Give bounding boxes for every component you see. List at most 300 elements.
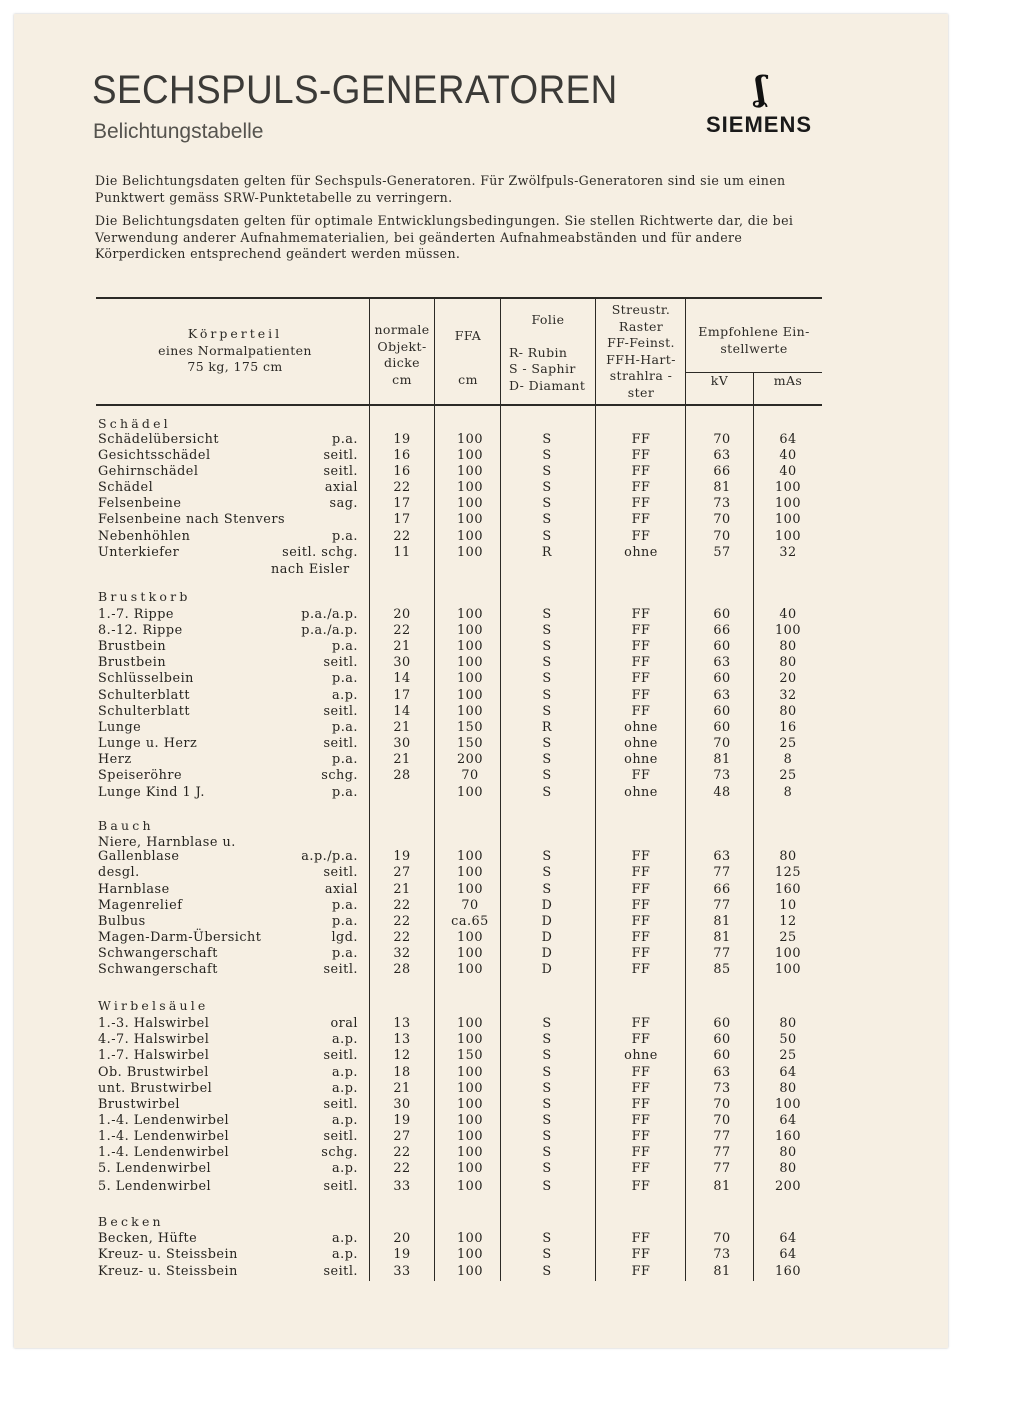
cell-kv: 66 [713, 882, 731, 897]
cell-proj: p.a./a.p. [301, 607, 358, 622]
cell-raster: FF [631, 1161, 651, 1176]
table-row [0, 849, 1024, 865]
cell-dicke: 13 [393, 1016, 411, 1031]
cell-folie: S [542, 671, 552, 686]
cell-proj: p.a. [332, 752, 358, 767]
cell-name: Schulterblatt [98, 704, 191, 719]
cell-folie: S [542, 688, 552, 703]
cell-folie: S [542, 496, 552, 511]
cell-dicke: 33 [393, 1264, 411, 1279]
table-row [0, 914, 1024, 930]
table-row [0, 688, 1024, 704]
cell-folie: S [542, 655, 552, 670]
cell-proj: seitl. [323, 1179, 358, 1194]
cell-mas: 16 [779, 720, 797, 735]
cell-name: Schädel [98, 480, 154, 495]
cell-raster: ohne [624, 545, 658, 560]
cell-ffa: 100 [457, 529, 483, 544]
table-row [0, 545, 1024, 561]
cell-mas: 12 [779, 914, 797, 929]
cell-folie: S [542, 512, 552, 527]
cell-folie: S [542, 1032, 552, 1047]
cell-mas: 80 [779, 1081, 797, 1096]
cell-mas: 100 [775, 529, 801, 544]
header-kv: kV [710, 373, 729, 388]
cell-ffa: 100 [457, 1145, 483, 1160]
cell-mas: 25 [779, 1048, 797, 1063]
cell-dicke: 21 [393, 882, 411, 897]
cell-proj: a.p. [332, 1247, 358, 1262]
cell-proj: a.p. [332, 1161, 358, 1176]
cell-dicke: 22 [393, 1145, 411, 1160]
table-row [0, 639, 1024, 655]
cell-name: Schädelübersicht [98, 432, 219, 447]
table-row [0, 704, 1024, 720]
cell-kv: 57 [713, 545, 731, 560]
cell-raster: FF [631, 607, 651, 622]
cell-dicke: 14 [393, 671, 411, 686]
cell-ffa: 100 [457, 962, 483, 977]
table-row [0, 946, 1024, 962]
cell-dicke: 12 [393, 1048, 411, 1063]
cell-dicke: 32 [393, 946, 411, 961]
cell-ffa: 100 [457, 1264, 483, 1279]
cell-proj: seitl. [323, 1048, 358, 1063]
cell-mas: 8 [783, 785, 793, 800]
cell-ffa: 100 [457, 1113, 483, 1128]
cell-mas: 25 [779, 736, 797, 751]
cell-name: Schwangerschaft [98, 962, 218, 977]
cell-ffa: 100 [457, 432, 483, 447]
table-row [0, 736, 1024, 752]
cell-folie: S [542, 1016, 552, 1031]
table-row [0, 1097, 1024, 1113]
cell-ffa: 100 [457, 849, 483, 864]
section-title: Becken [98, 1214, 164, 1229]
cell-mas: 80 [779, 1161, 797, 1176]
cell-ffa: 100 [457, 671, 483, 686]
cell-raster: FF [631, 1264, 651, 1279]
cell-mas: 50 [779, 1032, 797, 1047]
cell-raster: FF [631, 1247, 651, 1262]
table-row [0, 432, 1024, 448]
cell-kv: 66 [713, 623, 731, 638]
table-row [0, 898, 1024, 914]
cell-dicke: 21 [393, 1081, 411, 1096]
section-title: Brustkorb [98, 589, 191, 604]
table-row [0, 865, 1024, 881]
cell-name: Kreuz- u. Steissbein [98, 1247, 238, 1262]
cell-proj: a.p. [332, 1231, 358, 1246]
cell-name: Schwangerschaft [98, 946, 218, 961]
cell-proj: a.p./p.a. [301, 849, 358, 864]
cell-ffa: 100 [457, 1179, 483, 1194]
cell-name: 1.-4. Lendenwirbel [98, 1145, 230, 1160]
cell-folie: S [542, 464, 552, 479]
table-row [0, 512, 1024, 528]
cell-kv: 60 [713, 671, 731, 686]
cell-raster: FF [631, 882, 651, 897]
cell-raster: FF [631, 1113, 651, 1128]
cell-raster: FF [631, 768, 651, 783]
cell-ffa: 100 [457, 785, 483, 800]
cell-kv: 60 [713, 639, 731, 654]
header-empfohlen: Empfohlene Ein- stellwerte [698, 324, 810, 356]
table-row [0, 655, 1024, 671]
cell-proj: a.p. [332, 1065, 358, 1080]
cell-proj: p.a. [332, 720, 358, 735]
cell-raster: FF [631, 1032, 651, 1047]
cell-dicke: 30 [393, 736, 411, 751]
page-subtitle: Belichtungstabelle [93, 120, 264, 143]
cell-raster: FF [631, 930, 651, 945]
cell-ffa: 100 [457, 655, 483, 670]
table-row [0, 1081, 1024, 1097]
cell-mas: 100 [775, 512, 801, 527]
cell-kv: 77 [713, 946, 731, 961]
cell-ffa: 70 [461, 898, 479, 913]
cell-dicke: 22 [393, 1161, 411, 1176]
cell-ffa: 100 [457, 464, 483, 479]
cell-kv: 70 [713, 1231, 731, 1246]
cell-name: Nebenhöhlen [98, 529, 191, 544]
cell-raster: FF [631, 432, 651, 447]
table-row [0, 785, 1024, 801]
table-row [0, 1247, 1024, 1263]
cell-folie: S [542, 607, 552, 622]
cell-ffa: 100 [457, 448, 483, 463]
cell-proj: p.a./a.p. [301, 623, 358, 638]
cell-raster: FF [631, 898, 651, 913]
cell-kv: 60 [713, 1032, 731, 1047]
cell-folie: S [542, 480, 552, 495]
cell-dicke: 22 [393, 898, 411, 913]
cell-ffa: 100 [457, 512, 483, 527]
cell-raster: FF [631, 865, 651, 880]
cell-folie: S [542, 1097, 552, 1112]
cell-ffa: 150 [457, 1048, 483, 1063]
cell-ffa: 100 [457, 639, 483, 654]
cell-kv: 77 [713, 1129, 731, 1144]
cell-mas: 25 [779, 768, 797, 783]
cell-folie: S [542, 1065, 552, 1080]
cell-ffa: 100 [457, 688, 483, 703]
cell-dicke: 22 [393, 623, 411, 638]
siemens-logo-icon: ʆ [755, 69, 767, 109]
cell-dicke: 17 [393, 496, 411, 511]
cell-name: 5. Lendenwirbel [98, 1179, 212, 1194]
cell-dicke: 27 [393, 865, 411, 880]
cell-name: Speiseröhre [98, 768, 183, 783]
cell-mas: 80 [779, 1016, 797, 1031]
cell-raster: FF [631, 1179, 651, 1194]
cell-mas: 32 [779, 545, 797, 560]
table-row [0, 720, 1024, 736]
cell-folie: S [542, 704, 552, 719]
cell-folie: S [542, 1179, 552, 1194]
cell-name: 1.-7. Rippe [98, 607, 174, 622]
cell-raster: FF [631, 671, 651, 686]
cell-kv: 63 [713, 448, 731, 463]
cell-mas: 100 [775, 623, 801, 638]
cell-proj: seitl. [323, 655, 358, 670]
cell-raster: FF [631, 1016, 651, 1031]
cell-proj: seitl. [323, 1264, 358, 1279]
cell-folie: S [542, 1231, 552, 1246]
table-row [0, 1179, 1024, 1195]
cell-ffa: 100 [457, 1247, 483, 1262]
cell-folie: S [542, 1247, 552, 1262]
cell-kv: 60 [713, 720, 731, 735]
cell-proj: sag. [329, 496, 358, 511]
cell-name: 5. Lendenwirbel [98, 1161, 212, 1176]
cell-ffa: 100 [457, 545, 483, 560]
cell-raster: FF [631, 1231, 651, 1246]
cell-raster: FF [631, 1129, 651, 1144]
cell-name: Felsenbeine nach Stenvers [98, 512, 286, 527]
cell-name: Bulbus [98, 914, 146, 929]
cell-dicke: 17 [393, 688, 411, 703]
cell-mas: 200 [775, 1179, 801, 1194]
cell-proj: seitl. [323, 464, 358, 479]
cell-proj: p.a. [332, 432, 358, 447]
cell-kv: 81 [713, 914, 731, 929]
cell-folie: S [542, 736, 552, 751]
table-top-rule [96, 297, 822, 299]
cell-ffa: 100 [457, 1129, 483, 1144]
cell-dicke: 22 [393, 930, 411, 945]
cell-dicke: 17 [393, 512, 411, 527]
cell-name: Harnblase [98, 882, 170, 897]
header-koerperteil: Körperteil eines Normalpatienten 75 kg, 175 cm [158, 326, 312, 374]
cell-dicke: 19 [393, 1247, 411, 1262]
cell-folie: S [542, 865, 552, 880]
cell-raster: FF [631, 1065, 651, 1080]
cell-kv: 60 [713, 607, 731, 622]
cell-name: Gehirnschädel [98, 464, 199, 479]
cell-folie: S [542, 623, 552, 638]
cell-name: Herz [98, 752, 132, 767]
cell-kv: 63 [713, 1065, 731, 1080]
cell-ffa: 100 [457, 1097, 483, 1112]
table-row [0, 1161, 1024, 1177]
cell-kv: 73 [713, 496, 731, 511]
cell-kv: 66 [713, 464, 731, 479]
cell-proj: p.a. [332, 898, 358, 913]
header-ffa: FFA cm [454, 328, 482, 387]
cell-raster: FF [631, 480, 651, 495]
header-folie: Folie R- Rubin S - Saphir D- Diamant [509, 312, 586, 393]
cell-folie: S [542, 1129, 552, 1144]
cell-ffa: 100 [457, 865, 483, 880]
cell-ffa: 150 [457, 720, 483, 735]
cell-ffa: 100 [457, 1161, 483, 1176]
intro-paragraph-1: Die Belichtungsdaten gelten für Sechspuls-Generatoren. Für Zwölfpuls-Generatoren sind sie um einen Punktwert gemäss SRW-Punktetabelle zu verringern. [95, 173, 786, 205]
cell-kv: 60 [713, 1016, 731, 1031]
cell-name: Ob. Brustwirbel [98, 1065, 209, 1080]
cell-kv: 81 [713, 1264, 731, 1279]
cell-proj: seitl. [323, 704, 358, 719]
cell-raster: FF [631, 496, 651, 511]
cell-dicke: 16 [393, 448, 411, 463]
table-row [0, 607, 1024, 623]
cell-name: 1.-7. Halswirbel [98, 1048, 210, 1063]
cell-proj: seitl. [323, 962, 358, 977]
cell-mas: 25 [779, 930, 797, 945]
cell-ffa: 100 [457, 704, 483, 719]
cell-proj: lgd. [331, 930, 358, 945]
cell-dicke: 22 [393, 529, 411, 544]
cell-kv: 81 [713, 752, 731, 767]
cell-ffa: 100 [457, 1065, 483, 1080]
cell-raster: FF [631, 464, 651, 479]
cell-mas: 100 [775, 1097, 801, 1112]
cell-ffa: 200 [457, 752, 483, 767]
cell-mas: 80 [779, 639, 797, 654]
cell-name: Brustbein [98, 655, 167, 670]
cell-raster: FF [631, 1097, 651, 1112]
cell-name: Brustwirbel [98, 1097, 180, 1112]
cell-name: Lunge [98, 720, 142, 735]
cell-ffa: 100 [457, 623, 483, 638]
cell-mas: 100 [775, 962, 801, 977]
cell-mas: 160 [775, 1129, 801, 1144]
cell-raster: FF [631, 655, 651, 670]
cell-name: Lunge Kind 1 J. [98, 785, 205, 800]
table-row [0, 882, 1024, 898]
cell-name: Gallenblase [98, 849, 180, 864]
cell-mas: 100 [775, 480, 801, 495]
cell-folie: R [541, 545, 553, 560]
cell-proj: schg. [321, 1145, 358, 1160]
table-row [0, 1048, 1024, 1064]
cell-folie: D [541, 930, 553, 945]
table-row [0, 1065, 1024, 1081]
section-title: Bauch [98, 818, 154, 833]
table-row [0, 962, 1024, 978]
cell-mas: 80 [779, 849, 797, 864]
cell-dicke: 21 [393, 752, 411, 767]
cell-mas: 160 [775, 1264, 801, 1279]
table-row [0, 480, 1024, 496]
cell-kv: 81 [713, 930, 731, 945]
cell-mas: 64 [779, 432, 797, 447]
table-row [0, 1113, 1024, 1129]
cell-mas: 64 [779, 1065, 797, 1080]
cell-raster: FF [631, 529, 651, 544]
cell-folie: D [541, 946, 553, 961]
cell-dicke: 19 [393, 849, 411, 864]
cell-proj: a.p. [332, 1032, 358, 1047]
cell-proj: p.a. [332, 639, 358, 654]
cell-raster: ohne [624, 736, 658, 751]
table-row [0, 529, 1024, 545]
cell-ffa: 70 [461, 768, 479, 783]
cell-mas: 8 [783, 752, 793, 767]
cell-dicke: 21 [393, 720, 411, 735]
cell-mas: 80 [779, 1145, 797, 1160]
table-row [0, 1145, 1024, 1161]
cell-kv: 77 [713, 865, 731, 880]
cell-kv: 81 [713, 480, 731, 495]
cell-raster: ohne [624, 752, 658, 767]
cell-mas: 64 [779, 1247, 797, 1262]
cell-mas: 64 [779, 1231, 797, 1246]
table-row [0, 1264, 1024, 1280]
cell-proj: oral [330, 1016, 358, 1031]
cell-raster: FF [631, 962, 651, 977]
table-row [0, 623, 1024, 639]
header-dicke: normale Objekt- dicke cm [374, 322, 430, 387]
table-header-rule [96, 404, 822, 406]
header-mas: mAs [773, 373, 803, 388]
cell-dicke: 19 [393, 432, 411, 447]
cell-folie: S [542, 768, 552, 783]
cell-raster: ohne [624, 785, 658, 800]
cell-dicke: 30 [393, 1097, 411, 1112]
cell-name: 1.-4. Lendenwirbel [98, 1129, 230, 1144]
cell-ffa: 100 [457, 882, 483, 897]
cell-proj: schg. [321, 768, 358, 783]
cell-mas: 40 [779, 607, 797, 622]
table-row [0, 752, 1024, 768]
cell-proj: p.a. [332, 946, 358, 961]
cell-name: Lunge u. Herz [98, 736, 198, 751]
cell-kv: 63 [713, 849, 731, 864]
cell-kv: 73 [713, 1081, 731, 1096]
cell-proj: p.a. [332, 529, 358, 544]
table-row [0, 448, 1024, 464]
cell-folie: S [542, 1145, 552, 1160]
cell-folie: S [542, 882, 552, 897]
cell-name: Magenrelief [98, 898, 183, 913]
cell-name: 4.-7. Halswirbel [98, 1032, 210, 1047]
cell-kv: 70 [713, 432, 731, 447]
cell-folie: S [542, 849, 552, 864]
header-streustrahlraster: Streustr. Raster FF-Feinst. FFH-Hart- strahlra - ster [606, 302, 676, 400]
cell-name: 8.-12. Rippe [98, 623, 183, 638]
cell-folie: S [542, 1113, 552, 1128]
cell-folie: S [542, 529, 552, 544]
cell-ffa: 100 [457, 480, 483, 495]
cell-kv: 60 [713, 704, 731, 719]
cell-name: Magen-Darm-Übersicht [98, 930, 262, 945]
cell-folie: S [542, 1161, 552, 1176]
cell-name: 1.-4. Lendenwirbel [98, 1113, 230, 1128]
cell-kv: 70 [713, 529, 731, 544]
cell-kv: 63 [713, 655, 731, 670]
cell-mas: 80 [779, 655, 797, 670]
cell-folie: R [541, 720, 553, 735]
cell-mas: 160 [775, 882, 801, 897]
cell-proj: axial [324, 882, 358, 897]
cell-raster: FF [631, 1145, 651, 1160]
cell-dicke: 16 [393, 464, 411, 479]
cell-ffa: 100 [457, 607, 483, 622]
cell-dicke: 21 [393, 639, 411, 654]
cell-name: Kreuz- u. Steissbein [98, 1264, 238, 1279]
table-row [0, 464, 1024, 480]
cell-name: Unterkiefer [98, 545, 180, 560]
cell-folie: D [541, 898, 553, 913]
cell-proj: seitl. [323, 448, 358, 463]
cell-name: unt. Brustwirbel [98, 1081, 213, 1096]
bauch-subheading: Niere, Harnblase u. [98, 835, 236, 850]
cell-raster: FF [631, 704, 651, 719]
cell-mas: 32 [779, 688, 797, 703]
cell-mas: 40 [779, 448, 797, 463]
unterkiefer-note: nach Eisler [271, 562, 350, 577]
